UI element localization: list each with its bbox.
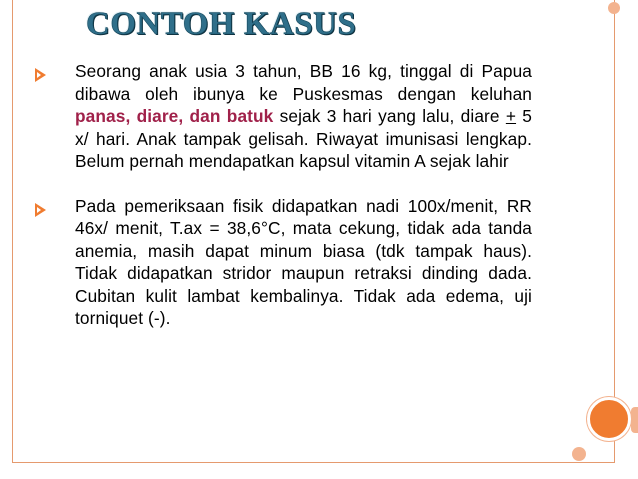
- bullet-arrow-icon: [35, 203, 46, 217]
- plus-minus-symbol: +: [505, 106, 517, 126]
- bullet-item-physical-exam: [30, 195, 532, 330]
- text-segment: Seorang anak usia 3 tahun, BB 16 kg, tinggal di Papua dibawa oleh ibunya ke Puskesmas dengan keluhan: [75, 61, 532, 104]
- highlighted-symptoms: panas, diare, dan batuk: [75, 106, 274, 126]
- text-segment: 5 x/ hari. Anak tampak gelisah. Riwayat imunisasi lengkap. Belum pernah mendapatkan kapsul vitamin A sejak lahir: [75, 106, 532, 171]
- bullet-text: [75, 60, 532, 173]
- text-segment: sejak 3 hari yang lalu, diare: [273, 106, 506, 126]
- bullet-item-case-history: [30, 60, 532, 173]
- decorative-dot-small: [572, 447, 586, 461]
- decorative-dot-top: [608, 2, 620, 14]
- bullet-list: [30, 60, 532, 352]
- decorative-dot-right: [631, 407, 638, 433]
- bullet-text: Pada pemeriksaan fisik didapatkan nadi 100x/menit, RR 46x/ menit, T.ax = 38,6°C, mata cekung, tidak ada tanda anemia, masih dapat minum biasa (tdk tampak haus). Tidak didapatkan stridor maupun retraksi dinding dada. Cubitan kulit lambat kembalinya. Tidak ada edema, uji torniquet (-).: [75, 195, 532, 328]
- decorative-circle-large: [587, 397, 631, 441]
- slide-title: CONTOH KASUS: [86, 6, 357, 42]
- bullet-arrow-icon: [35, 68, 46, 82]
